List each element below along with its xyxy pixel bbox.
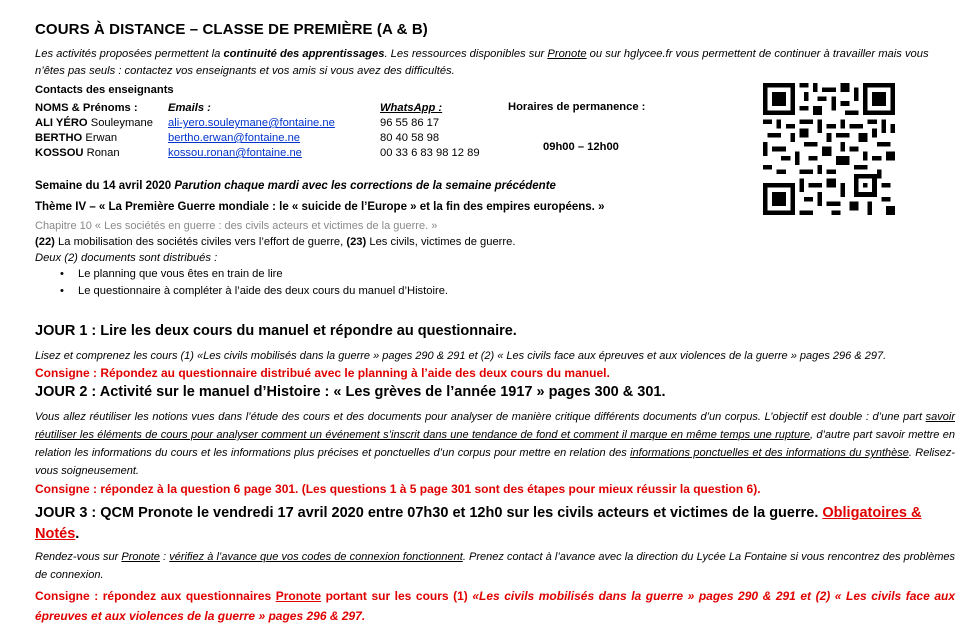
intro-text: . Les ressources disponibles sur [384,48,548,60]
phone-number: 80 40 58 98 [380,132,440,144]
emails-header: Emails : [168,102,211,114]
day2-title: JOUR 2 : Activité sur le manuel d’Histoire : « Les grèves de l’année 1917 » pages 300 & 301. [35,384,666,400]
intro-text: Les activités proposées permettent la [35,48,224,60]
teacher-name: KOSSOU Ronan [35,147,120,159]
emails-column [168,101,335,161]
names-column [35,101,153,161]
list-item: • Le planning que vous êtes en train de lire [60,268,283,280]
lessons-line: (22) La mobilisation des sociétés civiles vers l’effort de guerre, (23) Les civils, victimes de guerre. [35,236,516,248]
hours-value: 09h00 – 12h00 [543,141,619,153]
day3-text: Rendez-vous sur Pronote : vérifiez à l’avance que vos codes de connexion fonctionnent. Prenez contact à l’avance avec la direction du Lycée La Fontaine si vous rencontrez des problèmes de connexion. [35,551,955,581]
teacher-name: ALI YÉRO Souleymane [35,117,153,129]
hours-header: Horaires de permanence : [508,101,646,113]
theme-title: Thème IV – « La Première Guerre mondiale : le « suicide de l’Europe » et la fin des empires européens. » [35,201,605,213]
day1-title: JOUR 1 : Lire les deux cours du manuel et répondre au questionnaire. [35,323,517,339]
day1-consigne: Consigne : Répondez au questionnaire distribué avec le planning à l’aide des deux cours du manuel. [35,366,610,380]
email-link[interactable]: kossou.ronan@fontaine.ne [168,147,302,159]
phone-number: 00 33 6 83 98 12 89 [380,147,480,159]
teacher-name: BERTHO Erwan [35,132,118,144]
intro-paragraph [35,46,955,80]
chapter-title: Chapitre 10 « Les sociétés en guerre : des civils acteurs et victimes de la guerre. » [35,220,438,232]
intro-text: ou sur hglycee.fr vous permettent de continuer à travailler mais vous n’êtes pas seuls : contactez vos enseignants et vos amis si vous avez des difficultés. [35,48,929,77]
email-link[interactable]: ali-yero.souleymane@fontaine.ne [168,117,335,129]
week-line: Semaine du 14 avril 2020 Parution chaque mardi avec les corrections de la semaine précédente [35,180,556,192]
names-header: NOMS & Prénoms : [35,102,138,114]
day2-consigne: Consigne : répondez à la question 6 page 301. (Les questions 1 à 5 page 301 sont des étapes pour mieux réussir la question 6). [35,482,761,496]
day2-text: Vous allez réutiliser les notions vues dans l’étude des cours et des documents pour analyser de manière critique différents documents d’un corpus. L’objectif est double : d’une part savoir réutiliser les éléments de cours pour analyser comment un événement s’inscrit dans une tendance de fond et comment il marque en même temps une rupture, d’autre part savoir mettre en relation les informations du cours et les informations plus précises et ponctuelles d’un corpus pour mettre en relation des informations ponctuelles et des informations du synthèse. Relisez-vous soigneusement. [35,411,955,477]
bullet-icon: • [60,268,64,280]
qr-code [763,83,895,215]
bullet-icon: • [60,285,64,297]
day3-title: JOUR 3 : QCM Pronote le vendredi 17 avril 2020 entre 07h30 et 12h0 sur les civils acteurs et victimes de la guerre. Obligatoires & Notés. [35,505,922,542]
list-item: • Le questionnaire à compléter à l’aide des deux cours du manuel d’Histoire. [60,285,449,297]
day3-consigne: Consigne : répondez aux questionnaires Pronote portant sur les cours (1) «Les civils mobilisés dans la guerre » pages 290 & 291 et (2) « Les civils face aux épreuves et aux violences de la guerre » pages 296 & 297. [35,589,955,623]
pronote-mention: Pronote [547,48,587,60]
phone-number: 96 55 86 17 [380,117,440,129]
docs-intro: Deux (2) documents sont distribués : [35,252,218,264]
email-link[interactable]: bertho.erwan@fontaine.ne [168,132,301,144]
intro-emphasis: continuité des apprentissages [223,48,385,60]
whatsapp-header: WhatsApp : [380,102,443,114]
contacts-heading: Contacts des enseignants [35,84,174,96]
whatsapp-column [380,101,480,161]
page-title: COURS À DISTANCE – CLASSE DE PREMIÈRE (A & B) [35,21,428,38]
day1-text: Lisez et comprenez les cours (1) «Les civils mobilisés dans la guerre » pages 290 & 291 et (2) « Les civils face aux épreuves et aux violences de la guerre » pages 296 & 297. [35,350,887,362]
